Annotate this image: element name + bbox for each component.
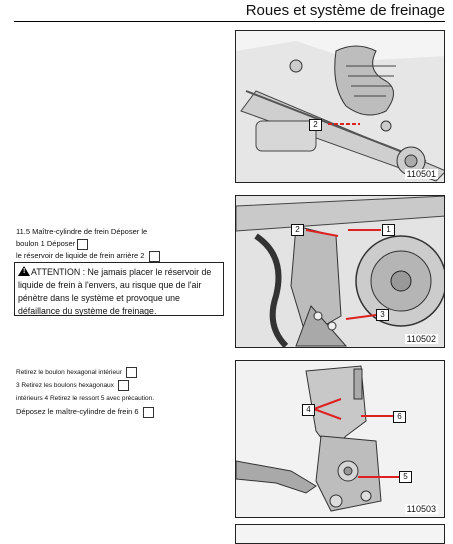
step-line: Retirez le boulon hexagonal intérieur: [16, 369, 122, 376]
step-line: intérieurs 4 Retirez le ressort 5 avec précaution.: [16, 395, 155, 402]
figure-110501: [235, 30, 445, 183]
step-line: Déposez le maître-cylindre de frein 6: [16, 407, 139, 416]
master-cylinder-illustration: [236, 361, 445, 518]
step-line: le réservoir de liquide de frein arrière 2: [16, 251, 145, 260]
callout-5: 5: [399, 471, 412, 483]
checkbox[interactable]: [126, 367, 137, 378]
step-line: 3 Retirez les boulons hexagonaux: [16, 382, 114, 389]
callout-1: 1: [382, 224, 395, 236]
checkbox[interactable]: [149, 251, 160, 262]
figure-110502: [235, 195, 445, 348]
steps-removal: [16, 366, 226, 418]
callout-2: 2: [291, 224, 304, 236]
figure-110503: [235, 360, 445, 518]
checkbox[interactable]: [143, 407, 154, 418]
figure-partial: [235, 524, 445, 544]
figure-number: 110502: [406, 334, 436, 344]
warning-box: [14, 262, 224, 316]
page-title: Roues et système de freinage: [245, 2, 445, 19]
figure-number: 110503: [406, 504, 436, 514]
step-11-5: [16, 226, 226, 262]
page-header: [0, 0, 453, 22]
brake-assembly-illustration: [236, 196, 445, 348]
step-line: 11.5 Maître-cylindre de frein Déposer le: [16, 227, 148, 236]
step-line: boulon 1 Déposer: [16, 239, 76, 248]
swingarm-illustration: [236, 31, 445, 183]
header-divider: [14, 21, 445, 22]
checkbox[interactable]: [118, 380, 129, 391]
callout-4: 4: [302, 404, 315, 416]
warning-label: ATTENTION :: [31, 267, 86, 277]
callout-2: 2: [309, 119, 322, 131]
callout-3: 3: [376, 309, 389, 321]
warning-text: Ne jamais placer le réservoir de liquide de frein à l'envers, au risque que de l'air pénètre dans le système et provoque une défaillance du système de freinage.: [18, 267, 212, 316]
checkbox[interactable]: [77, 239, 88, 250]
warning-icon: !: [18, 266, 30, 276]
callout-6: 6: [393, 411, 406, 423]
figure-number: 110501: [406, 169, 436, 179]
